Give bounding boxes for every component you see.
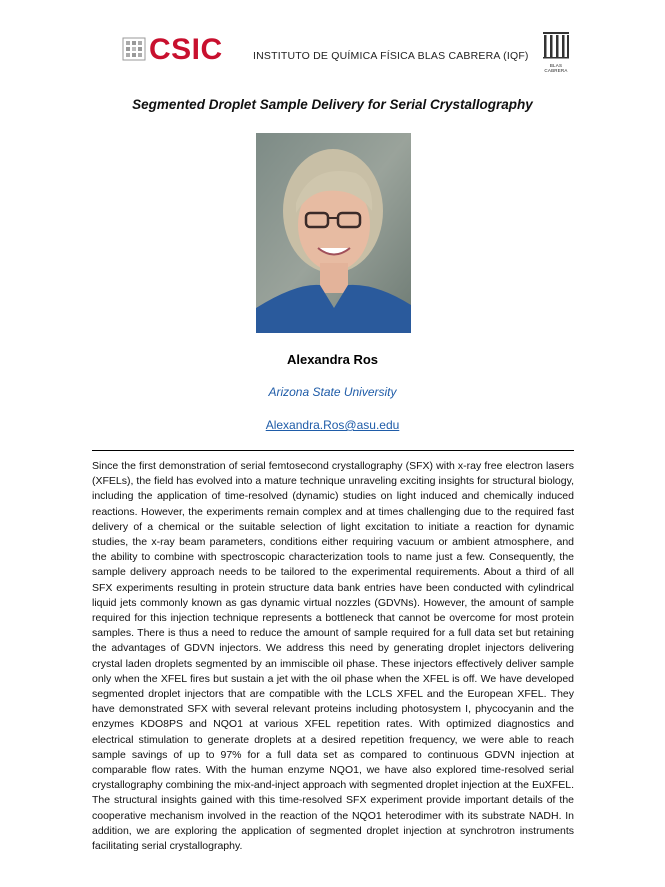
speaker-name: Alexandra Ros (286, 352, 379, 367)
institute-name: INSTITUTO DE QUÍMICA FÍSICA BLAS CABRERA (IQF) (253, 50, 529, 62)
csic-logo: CSIC (149, 33, 223, 66)
talk-title: Segmented Droplet Sample Delivery for Serial Crystallography (132, 97, 533, 112)
abstract-text: Since the first demonstration of serial femtosecond crystallography (SFX) with x-ray free electron lasers (XFELs), the field has evolved into a mature technique unraveling exciting insights for structural biology, including the application of time-resolved (dynamic) studies on light induced and chemically induced reactions. However, the experiments remain complex and at times challenging due to the required fast delivery of a chemical or the suitable selection of light excitation to initiate a reaction for dynamic studies, the x-ray beam parameters, conditions either requiring vacuum or ambient atmosphere, and the ability to combine with spectroscopic characterization tools to name just a few. Consequently, the sample delivery approach needs to be tailored to the experimental requirements. About a third of all SFX experiments resulting in protein structure data bank entries have been conducted with cylindrical liquid jets commonly known as gas dynamic virtual nozzles (GDVNs). However, the amount of sample required for this injection technique represents a bottleneck that cannot be overcome for most protein samples. There is thus a need to reduce the amount of sample required for a full data set but retaining the advantages of GDVN injectors. We address this need by generating droplet injectors delivering crystal laden droplets segmented by an immiscible oil phase. These injectors effectively deliver sample only when the XFEL fires but sustain a jet with the oil phase when the XFEL is off. We have developed segmented droplet injectors that are compatible with the LCLS XFEL and the European XFEL. They have demonstrated SFX with several relevant proteins including photosystem I, phycocyanin and the enzymes KDO8PS and NQO1 at various XFEL repetition rates. With optimized diagnostics and electrical stimulation to generate droplets at a desired repetition frequency, we were able to reach sample savings of up to 97% for a full data set as compared to continuous GDVN injection at comparable flow rates. With the human enzyme NQO1, we have also explored time-resolved serial crystallography combining the mix-and-inject approach with segmented droplet injection at the EuXFEL. The structural insights gained with this time-resolved SFX experiment provide important details of the cooperative mechanism involved in the reaction of the NQO1 heterodimer with its substrate NADH. In addition, we are exploring the application of segmented droplet injection at synchrotron instruments facilitating serial crystallography. (92, 460, 574, 853)
speaker-photo (256, 133, 411, 333)
divider (92, 450, 574, 451)
header (122, 33, 568, 73)
csic-seal-icon (122, 37, 146, 61)
speaker-email-link[interactable]: Alexandra.Ros@asu.edu (265, 418, 400, 432)
speaker-affiliation: Arizona State University (268, 385, 397, 399)
blas-cabrera-logo-caption: BLAS CABRERA (544, 63, 568, 73)
